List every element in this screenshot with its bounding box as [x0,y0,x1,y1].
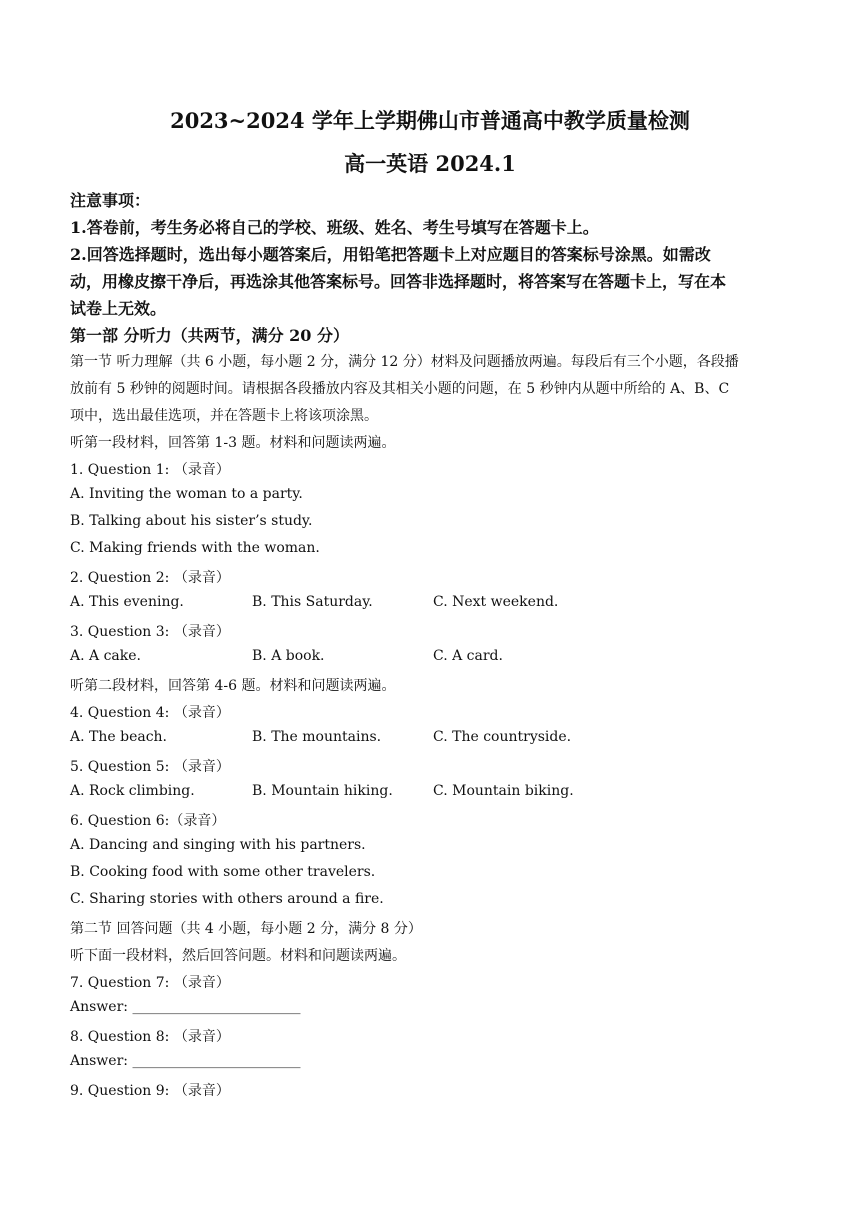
exam-subtitle: 高一英语 2024.1 [344,151,516,176]
q3-option-b: B. A book. [252,648,325,664]
question-4: 4. Question 4: （录音） [70,705,230,721]
question-6: 6. Question 6:（录音） [70,813,226,829]
q1-option-a: A. Inviting the woman to a party. [70,486,303,502]
q4-option-c: C. The countryside. [433,729,572,745]
q1-option-c: C. Making friends with the woman. [70,540,320,556]
notice-item-1: 1.答卷前，考生务必将自己的学校、班级、姓名、考生号填写在答题卡上。 [70,218,599,237]
answer-line-7: Answer: ________________________ [70,999,301,1015]
instruction-2: 听第二段材料，回答第 4-6 题。材料和问题读两遍。 [70,678,396,694]
q1-option-b: B. Talking about his sister’s study. [70,513,313,529]
question-3: 3. Question 3: （录音） [70,624,230,640]
question-9: 9. Question 9: （录音） [70,1083,230,1099]
exam-title: 2023~2024 学年上学期佛山市普通高中教学质量检测 [170,108,690,133]
q3-option-c: C. A card. [433,648,503,664]
question-8: 8. Question 8: （录音） [70,1029,230,1045]
q6-option-c: C. Sharing stories with others around a fire. [70,891,384,907]
q5-option-c: C. Mountain biking. [433,783,574,799]
question-1: 1. Question 1: （录音） [70,462,230,478]
q2-option-b: B. This Saturday. [252,594,373,610]
q4-option-a: A. The beach. [70,729,168,745]
q2-option-a: A. This evening. [70,594,184,610]
q6-option-a: A. Dancing and singing with his partners. [70,837,366,853]
q5-option-a: A. Rock climbing. [70,783,195,799]
q2-option-c: C. Next weekend. [433,594,559,610]
part1-heading: 第一部 分听力（共两节，满分 20 分） [70,326,349,345]
notice-item-2-line-2: 动，用橡皮擦干净后，再选涂其他答案标号。回答非选择题时，将答案写在答题卡上，写在本 [70,272,727,291]
question-5: 5. Question 5: （录音） [70,759,230,775]
q5-option-b: B. Mountain hiking. [252,783,393,799]
q6-option-b: B. Cooking food with some other travelers. [70,864,376,880]
question-2: 2. Question 2: （录音） [70,570,230,586]
section1-intro-line-2: 放前有 5 秒钟的阅题时间。请根据各段播放内容及其相关小题的问题，在 5 秒钟内从题中所给的 A、B、C [70,381,730,397]
q3-option-a: A. A cake. [70,648,141,664]
instruction-3: 听下面一段材料，然后回答问题。材料和问题读两遍。 [70,948,406,964]
q4-option-b: B. The mountains. [252,729,382,745]
section2-heading: 第二节 回答问题（共 4 小题，每小题 2 分，满分 8 分） [70,921,422,937]
notice-heading: 注意事项： [70,191,151,210]
section1-intro-line-1: 第一节 听力理解（共 6 小题，每小题 2 分，满分 12 分）材料及问题播放两遍。每段后有三个小题，各段播 [70,354,739,370]
notice-item-2-line-3: 试卷上无效。 [70,299,167,318]
notice-item-2-line-1: 2.回答选择题时，选出每小题答案后，用铅笔把答题卡上对应题目的答案标号涂黑。如需改 [70,245,711,264]
question-7: 7. Question 7: （录音） [70,975,230,991]
instruction-1: 听第一段材料，回答第 1-3 题。材料和问题读两遍。 [70,435,396,451]
answer-line-8: Answer: ________________________ [70,1053,301,1069]
section1-intro-line-3: 项中，选出最佳选项，并在答题卡上将该项涂黑。 [70,408,378,424]
